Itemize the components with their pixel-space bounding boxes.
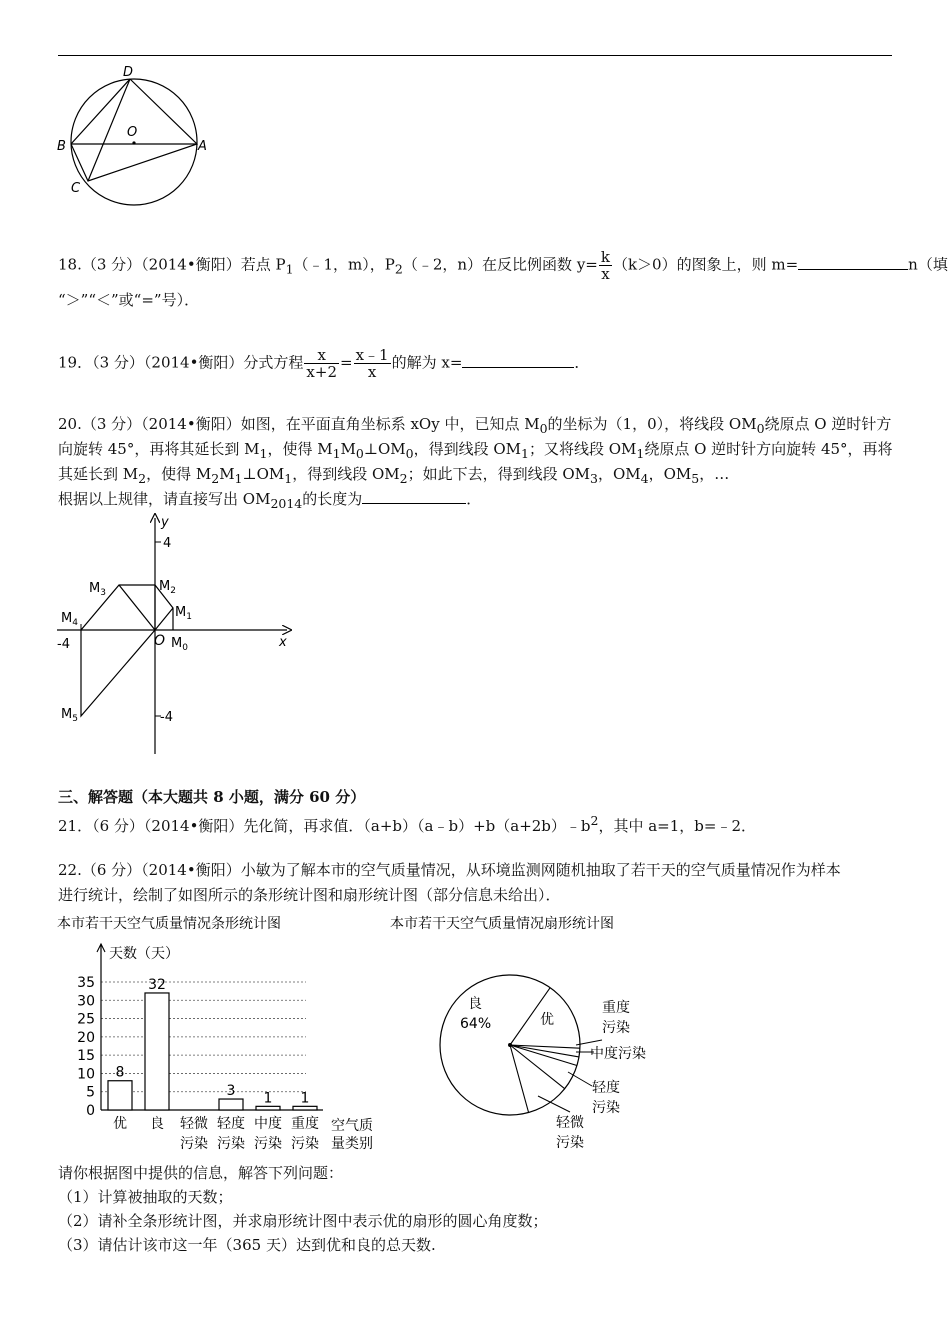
- tick-neg4-y: -4: [160, 710, 173, 725]
- bar-category-label: 优: [113, 1116, 127, 1132]
- bar-category-label: 污染: [254, 1136, 282, 1152]
- bar-category-label: 中度: [254, 1116, 282, 1132]
- bar-category-label: 良: [150, 1116, 164, 1132]
- answer-blank-20[interactable]: [362, 489, 466, 504]
- chord-dc: [88, 79, 130, 181]
- q18-line1: 18.（3 分）（2014•衡阳）若点 $P_1(﹣1$，m），$P_2(﹣2$，n）在反比例函数 y= $\frac{k}{x}$ （k＞0）的图象上，则 m= n（填: [58, 248, 948, 283]
- bar-category-label: 污染: [217, 1136, 245, 1152]
- tick-neg4-x: -4: [57, 637, 70, 652]
- callout-zhongdu-1: 重度: [602, 1000, 630, 1016]
- bar: [256, 1106, 280, 1110]
- q22-q1: （1）计算被抽取的天数；: [58, 1188, 233, 1206]
- bar-chart-title: 本市若干天空气质量情况条形统计图: [57, 916, 281, 932]
- bar-value-label: 1: [263, 1090, 273, 1107]
- answer-blank-18[interactable]: [798, 255, 908, 270]
- label-o: O: [127, 125, 138, 140]
- bar-category-label: 重度: [291, 1116, 319, 1132]
- label-c: C: [71, 181, 81, 196]
- label-m5: $M_5$: [61, 707, 78, 724]
- q22-line2: 进行统计，绘制了如图所示的条形统计图和扇形统计图（部分信息未给出）．: [58, 886, 561, 904]
- q21-line: 21．（6 分）（2014•衡阳）先化简，再求值．$(a+b)(a﹣b)+b(a+2b)﹣b^2$，其中 a=1，b=﹣2．: [58, 813, 757, 835]
- bar-value-label: 1: [300, 1090, 310, 1107]
- callout-zhongdu-2: 污染: [602, 1020, 630, 1036]
- q22-line1: 22.（6 分）（2014•衡阳）小敏为了解本市的空气质量情况，从环境监测网随机抽取了若干天的空气质量情况作为样本: [58, 861, 841, 879]
- label-m2: $M_2$: [159, 579, 176, 596]
- center-point: [132, 141, 135, 144]
- bar-chart-ytick: 0: [86, 1103, 95, 1119]
- callout-qingwei-1: 轻微: [556, 1115, 584, 1131]
- pie-chart-title: 本市若干天空气质量情况扇形统计图: [390, 916, 614, 932]
- bar: [108, 1081, 132, 1110]
- tick-4: 4: [163, 536, 172, 551]
- top-rule: [58, 55, 892, 56]
- bar-category-label: 轻度: [217, 1116, 245, 1132]
- pie-center: [508, 1043, 512, 1047]
- label-m4: $M_4$: [61, 611, 78, 628]
- q18-line2: “＞”“＜”或“=”号）．: [58, 291, 200, 309]
- pie-label-you: 优: [540, 1012, 554, 1028]
- q19-line: 19．（3 分）（2014•衡阳）分式方程 $\frac{x}{x+2}$ = $\frac{x﹣1}{x}$ 的解为 x= ．: [58, 346, 590, 381]
- bar-chart-ytick: 20: [77, 1029, 95, 1046]
- q20-line3: 其延长到 $M_2$，使得 $M_2M_1\perp OM_1$，得到线段 $OM_2$；如此下去，得到线段 $OM_3$，$OM_4$，$OM_5$，…: [58, 465, 730, 486]
- pie-chart: [380, 912, 680, 1160]
- bar-chart-ytick: 15: [77, 1048, 95, 1065]
- section-heading: 三、解答题（本大题共 8 小题，满分 60 分）: [58, 788, 366, 806]
- bar-category-label: 污染: [180, 1136, 208, 1152]
- bar-chart-grid: [101, 982, 306, 1092]
- origin-label: O: [154, 633, 166, 649]
- bar-chart-ticks: [77, 975, 95, 1119]
- bar-value-label: 8: [115, 1064, 125, 1081]
- bar-chart-ytick: 10: [77, 1066, 95, 1083]
- bar-value-label: 3: [226, 1083, 236, 1100]
- bar-chart: [55, 912, 395, 1160]
- bar-category-label: 污染: [291, 1136, 319, 1152]
- fraction-left: $\frac{x}{x+2}$: [306, 346, 337, 381]
- label-d: D: [123, 65, 134, 80]
- q22-q3: （3）请估计该市这一年（365 天）达到优和良的总天数.: [58, 1236, 436, 1254]
- bar-chart-xlabel-1: 空气质: [331, 1118, 373, 1134]
- bar-value-label: 32: [148, 976, 166, 993]
- y-label: y: [161, 515, 169, 530]
- q20-line1: 20.（3 分）（2014•衡阳）如图，在平面直角坐标系 xOy 中，已知点 $M_0$的坐标为（1，0），将线段 $OM_0$绕原点 O 逆时针方: [58, 415, 892, 436]
- spiral-segments: [81, 585, 173, 716]
- q20-line4: 根据以上规律，请直接写出 $OM_{2014}$的长度为 ．: [58, 490, 482, 511]
- bar-chart-ytick: 30: [77, 993, 95, 1010]
- pie-label-liang: 良: [468, 996, 482, 1012]
- bar-chart-ytick: 25: [77, 1011, 95, 1028]
- bar-chart-categories: [113, 1115, 319, 1152]
- callout-zhongdu-mid: 中度污染: [590, 1046, 646, 1062]
- x-label: x: [279, 635, 287, 650]
- bar-category-label: 轻微: [180, 1116, 208, 1132]
- answer-blank-19[interactable]: [462, 353, 574, 368]
- pie-percent-liang: 64%: [460, 1016, 492, 1032]
- bar-chart-ytick: 35: [77, 975, 95, 991]
- label-a: A: [198, 139, 207, 154]
- callout-qingdu-1: 轻度: [592, 1080, 620, 1096]
- bar: [219, 1099, 243, 1110]
- circle-figure: [55, 62, 215, 212]
- coordinate-figure: [55, 512, 295, 757]
- label-m3: $M_3$: [89, 581, 106, 598]
- bar: [145, 993, 169, 1110]
- callout-qingwei-2: 污染: [556, 1135, 584, 1151]
- bar-chart-bars: [108, 977, 317, 1110]
- bar-chart-ytick: 5: [86, 1084, 95, 1101]
- label-m1: $M_1$: [175, 605, 192, 622]
- label-b: B: [57, 139, 66, 154]
- bar-chart-xlabel-2: 量类别: [331, 1136, 373, 1152]
- fraction-right: $\frac{x﹣1}{x}$: [355, 346, 389, 381]
- q22-ask: 请你根据图中提供的信息，解答下列问题：: [58, 1164, 344, 1182]
- label-m0: $M_0$: [171, 636, 188, 653]
- bar-chart-ylabel: 天数（天）: [109, 946, 179, 962]
- callout-qingdu-2: 污染: [592, 1100, 620, 1116]
- bar: [293, 1106, 317, 1110]
- fraction-k-over-x: $\frac{k}{x}$: [600, 248, 610, 283]
- q20-line2: 向旋转 45°，再将其延长到 $M_1$，使得 $M_1M_0\perp OM_0$，得到线段 $OM_1$；又将线段 $OM_1$绕原点 O 逆时针方向旋转 45°，再将: [58, 440, 893, 461]
- q22-q2: （2）请补全条形统计图，并求扇形统计图中表示优的扇形的圆心角度数；: [58, 1212, 548, 1230]
